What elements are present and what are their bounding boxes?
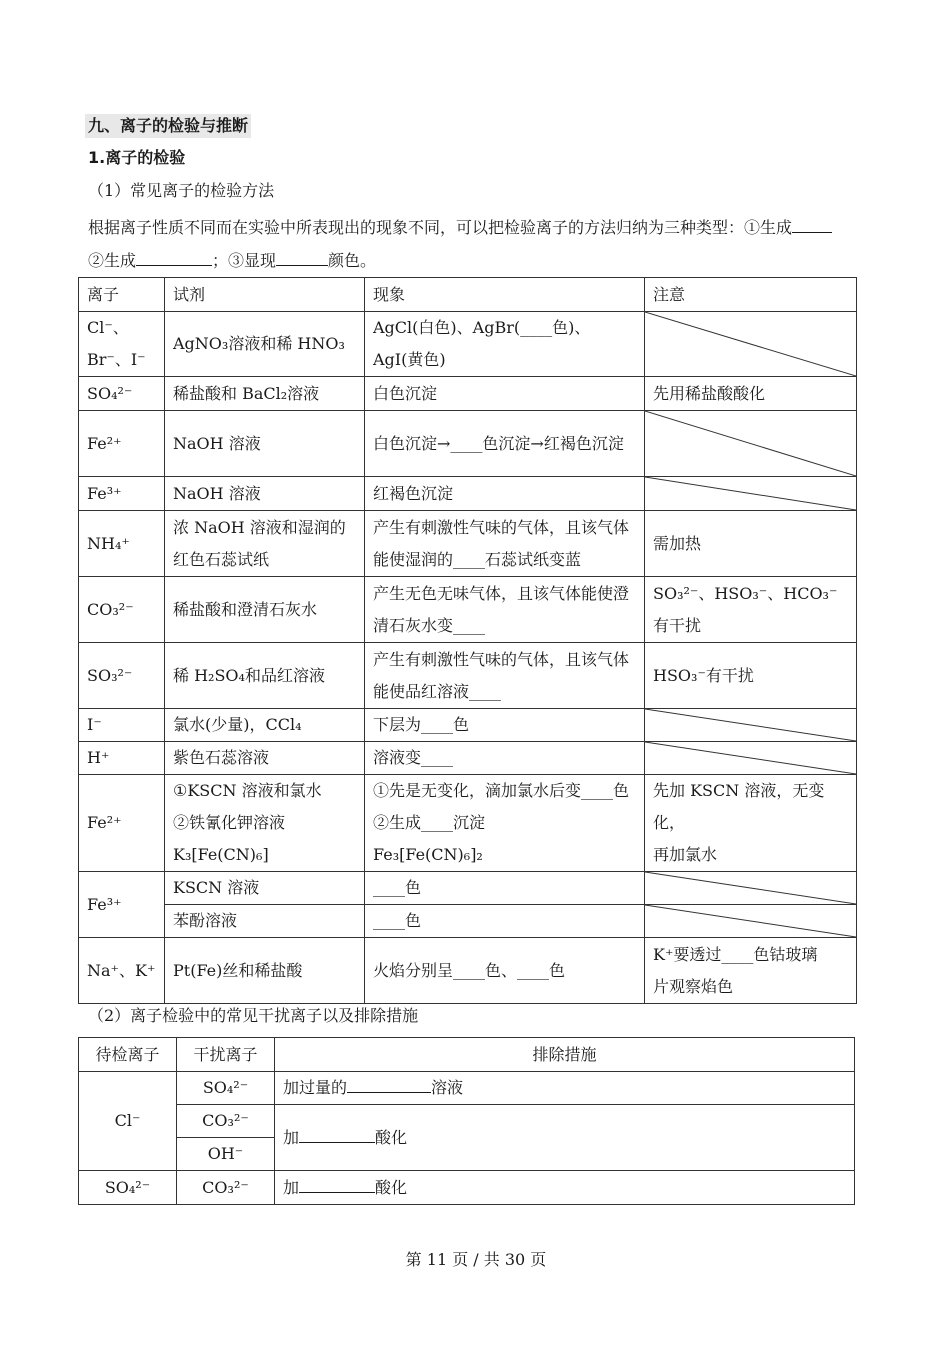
table-row <box>79 905 857 938</box>
intro-line2c: 颜色。 <box>328 251 377 270</box>
phenomenon-cell: 产生有刺激性气味的气体，且该气体能使湿润的____石蕊试纸变蓝 <box>365 511 645 577</box>
ion-test-table <box>78 277 857 1004</box>
answer-blank[interactable] <box>276 247 328 266</box>
reagent-cell: 稀盐酸和澄清石灰水 <box>165 577 365 643</box>
ion-cell: CO₃²⁻ <box>79 577 165 643</box>
measure-text: 酸化 <box>375 1127 408 1147</box>
target-ion-cell: Cl⁻ <box>79 1072 177 1171</box>
ion-cell: Cl⁻、Br⁻、I⁻ <box>79 312 165 377</box>
header-cell: 注意 <box>645 278 857 312</box>
reagent-line: ①KSCN 溶液和氯水 <box>173 781 322 800</box>
answer-blank[interactable] <box>136 247 212 266</box>
intro-paragraph <box>88 211 868 277</box>
section-title: 九、离子的检验与推断 <box>85 114 251 138</box>
interference-table <box>78 1037 855 1205</box>
phenomenon-line: Fe₃[Fe(CN)₆]₂ <box>373 845 483 864</box>
reagent-cell: 氯水(少量)，CCl₄ <box>165 709 365 742</box>
measure-text: 加 <box>283 1127 300 1147</box>
table-header-row <box>79 278 857 312</box>
table-row <box>79 577 857 643</box>
phenomenon-cell: 产生无色无味气体，且该气体能使澄清石灰水变____ <box>365 577 645 643</box>
measure-text: 加过量的 <box>283 1078 348 1097</box>
table-row <box>79 411 857 477</box>
note-cell: HSO₃⁻有干扰 <box>645 643 857 709</box>
phenomenon-line: ②生成____沉淀 <box>373 813 486 832</box>
reagent-cell: KSCN 溶液 <box>165 872 365 905</box>
phenomenon-cell: AgCl(白色)、AgBr(____色)、AgI(黄色) <box>365 312 645 377</box>
header-cell: 干扰离子 <box>177 1038 275 1072</box>
phenomenon-cell <box>365 775 645 872</box>
empty-diagonal-cell <box>645 312 857 377</box>
header-cell: 待检离子 <box>79 1038 177 1072</box>
answer-blank[interactable] <box>299 1124 375 1143</box>
ion-cell: SO₃²⁻ <box>79 643 165 709</box>
phenomenon-line: ①先是无变化，滴加氯水后变____色 <box>373 781 630 800</box>
empty-diagonal-cell <box>645 872 857 905</box>
reagent-cell: AgNO₃溶液和稀 HNO₃ <box>165 312 365 377</box>
table-header-row <box>79 1038 855 1072</box>
phenomenon-cell: ____色 <box>365 872 645 905</box>
part1-title: （1）常见离子的检验方法 <box>88 181 275 200</box>
reagent-line: ②铁氰化钾溶液 <box>173 813 286 832</box>
table-row <box>79 775 857 872</box>
phenomenon-cell: 白色沉淀 <box>365 377 645 411</box>
part2-title: （2）离子检验中的常见干扰离子以及排除措施 <box>88 1006 419 1025</box>
intro-line2b: ；③显现 <box>212 251 277 270</box>
header-cell: 离子 <box>79 278 165 312</box>
note-cell: 需加热 <box>645 511 857 577</box>
measure-text: 加 <box>283 1177 300 1197</box>
note-line: K⁺要透过____色钴玻璃 <box>653 944 818 964</box>
table-row <box>79 643 857 709</box>
interfere-ion-cell: CO₃²⁻ <box>177 1105 275 1138</box>
intro-line2a: ②生成 <box>88 251 137 270</box>
reagent-cell: 紫色石蕊溶液 <box>165 742 365 775</box>
answer-blank[interactable] <box>299 1174 375 1193</box>
note-line: 再加氯水 <box>653 845 718 864</box>
note-line: 片观察焰色 <box>653 976 734 996</box>
ion-cell: Fe²⁺ <box>79 775 165 872</box>
target-ion-cell: SO₄²⁻ <box>79 1171 177 1205</box>
reagent-cell: Pt(Fe)丝和稀盐酸 <box>165 938 365 1004</box>
measure-text: 酸化 <box>375 1177 408 1197</box>
interfere-ion-cell: OH⁻ <box>177 1138 275 1171</box>
sub-title: 1.离子的检验 <box>88 148 186 167</box>
measure-cell <box>275 1072 855 1105</box>
note-cell: SO₃²⁻、HSO₃⁻、HCO₃⁻有干扰 <box>645 577 857 643</box>
header-cell: 现象 <box>365 278 645 312</box>
interfere-ion-cell: SO₄²⁻ <box>177 1072 275 1105</box>
measure-cell <box>275 1171 855 1205</box>
reagent-cell: 浓 NaOH 溶液和湿润的红色石蕊试纸 <box>165 511 365 577</box>
answer-blank[interactable] <box>347 1074 431 1093</box>
note-cell: 先用稀盐酸酸化 <box>645 377 857 411</box>
table-row <box>79 511 857 577</box>
reagent-line: K₃[Fe(CN)₆] <box>173 845 269 864</box>
phenomenon-cell: 白色沉淀→____色沉淀→红褐色沉淀 <box>365 411 645 477</box>
ion-cell: Fe²⁺ <box>79 411 165 477</box>
interfere-ion-cell: CO₃²⁻ <box>177 1171 275 1205</box>
intro-line1: 根据离子性质不同而在实验中所表现出的现象不同，可以把检验离子的方法归纳为三种类型：①生成 <box>88 218 793 237</box>
table-row <box>79 872 857 905</box>
ion-cell: H⁺ <box>79 742 165 775</box>
reagent-cell: NaOH 溶液 <box>165 411 365 477</box>
note-line: 先加 KSCN 溶液，无变化， <box>653 781 825 832</box>
ion-cell: SO₄²⁻ <box>79 377 165 411</box>
ion-cell: NH₄⁺ <box>79 511 165 577</box>
table-row <box>79 938 857 1004</box>
table-row <box>79 477 857 511</box>
reagent-cell: NaOH 溶液 <box>165 477 365 511</box>
phenomenon-cell: 产生有刺激性气味的气体，且该气体能使品红溶液____ <box>365 643 645 709</box>
empty-diagonal-cell <box>645 477 857 511</box>
note-cell <box>645 938 857 1004</box>
table-row <box>79 742 857 775</box>
page-footer: 第 11 页 / 共 30 页 <box>405 1250 547 1269</box>
reagent-cell: 稀盐酸和 BaCl₂溶液 <box>165 377 365 411</box>
answer-blank[interactable] <box>792 214 832 233</box>
header-cell: 排除措施 <box>275 1038 855 1072</box>
phenomenon-cell: ____色 <box>365 905 645 938</box>
table-row <box>79 709 857 742</box>
measure-cell <box>275 1105 855 1171</box>
phenomenon-cell: 火焰分别呈____色、____色 <box>365 938 645 1004</box>
empty-diagonal-cell <box>645 742 857 775</box>
ion-cell: Fe³⁺ <box>79 872 165 938</box>
table-row <box>79 312 857 377</box>
empty-diagonal-cell <box>645 905 857 938</box>
reagent-cell: 稀 H₂SO₄和品红溶液 <box>165 643 365 709</box>
reagent-cell: 苯酚溶液 <box>165 905 365 938</box>
ion-cell: I⁻ <box>79 709 165 742</box>
empty-diagonal-cell <box>645 411 857 477</box>
empty-diagonal-cell <box>645 709 857 742</box>
phenomenon-cell: 红褐色沉淀 <box>365 477 645 511</box>
reagent-cell <box>165 775 365 872</box>
table-row <box>79 1171 855 1205</box>
ion-cell: Na⁺、K⁺ <box>79 938 165 1004</box>
phenomenon-cell: 下层为____色 <box>365 709 645 742</box>
header-cell: 试剂 <box>165 278 365 312</box>
phenomenon-cell: 溶液变____ <box>365 742 645 775</box>
note-cell <box>645 775 857 872</box>
measure-text: 溶液 <box>431 1078 464 1097</box>
table-row <box>79 1072 855 1105</box>
table-row <box>79 377 857 411</box>
ion-cell: Fe³⁺ <box>79 477 165 511</box>
table-row <box>79 1105 855 1138</box>
